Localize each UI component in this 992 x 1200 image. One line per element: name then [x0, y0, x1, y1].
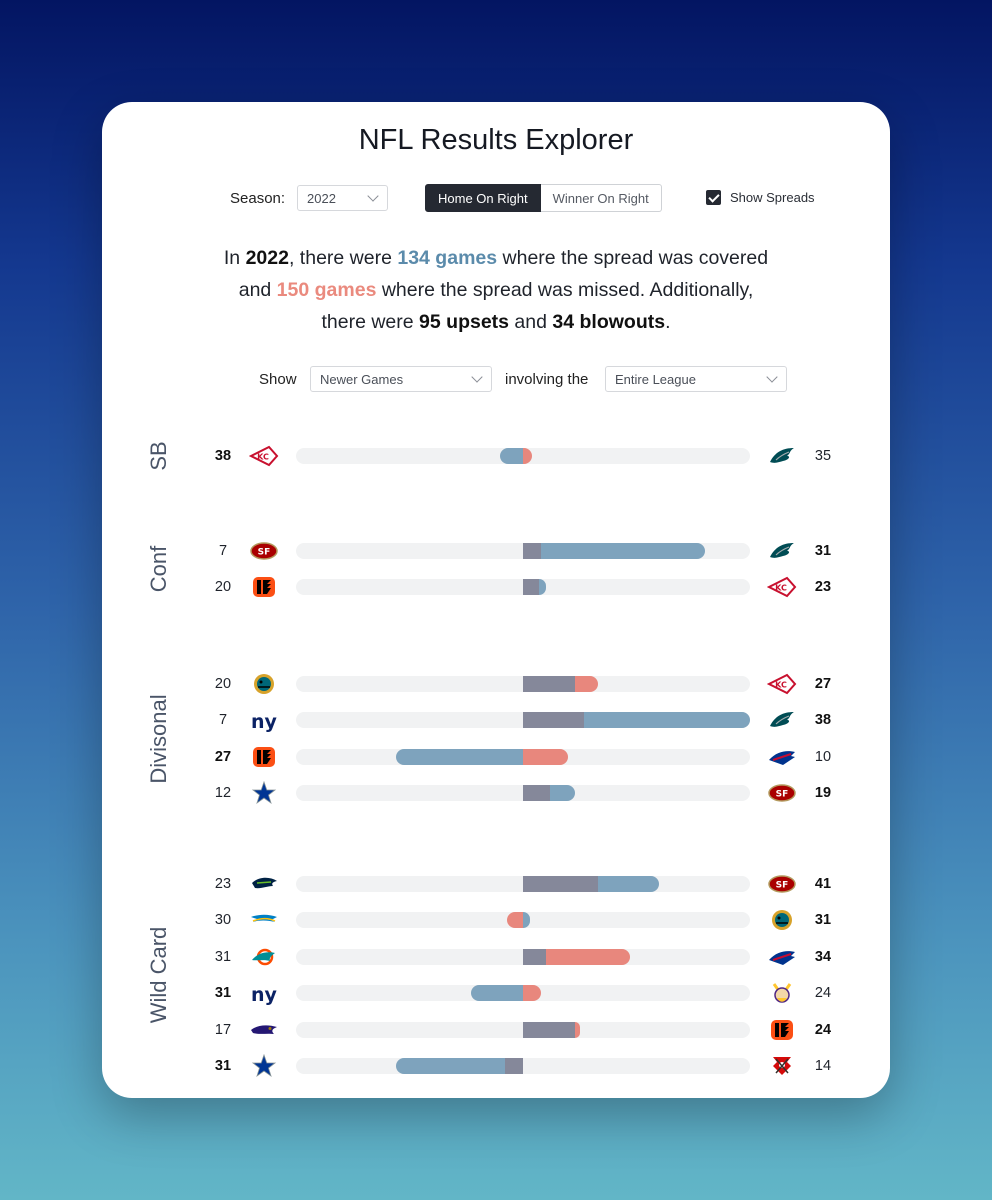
away-score: 27 — [214, 748, 232, 765]
team-filter-value: Entire League — [615, 372, 696, 387]
show-spreads-label: Show Spreads — [730, 190, 815, 205]
49ers-logo-icon — [767, 781, 797, 805]
home-score: 41 — [814, 876, 832, 892]
away-score: 12 — [214, 785, 232, 802]
chiefs-logo-icon — [767, 575, 797, 599]
jaguars-logo-icon — [767, 908, 797, 932]
summary-part: where the spread was covered — [497, 247, 769, 269]
round-label: SB — [146, 441, 171, 471]
summary-part: In — [223, 247, 246, 269]
involving-label: involving the — [505, 371, 589, 388]
missed-count: 150 games — [276, 279, 377, 301]
results-chart — [102, 102, 890, 1098]
away-score: 7 — [218, 712, 228, 729]
spread-segment — [523, 712, 584, 728]
away-score: 20 — [214, 676, 232, 692]
eagles-logo-icon — [767, 708, 797, 732]
bills-logo-icon — [767, 945, 797, 969]
margin-segment — [550, 785, 575, 801]
buccaneers-logo-icon — [767, 1054, 797, 1078]
home-score: 38 — [814, 712, 832, 729]
winner-on-right-button[interactable]: Winner On Right — [541, 184, 662, 212]
margin-segment — [541, 543, 704, 559]
summary-year: 2022 — [245, 247, 289, 269]
svg-text:KC: KC — [257, 452, 269, 462]
round-label: Wild Card — [146, 926, 171, 1024]
home-score: 31 — [814, 912, 832, 929]
home-score: 34 — [814, 948, 832, 965]
result-bar-track — [296, 949, 750, 965]
result-bar-track — [296, 543, 750, 559]
chiefs-logo-icon — [249, 444, 279, 468]
spread-segment — [523, 579, 539, 595]
round-label: Divisonal — [146, 693, 171, 784]
away-score: 30 — [214, 912, 232, 929]
dolphins-logo-icon — [249, 945, 279, 969]
away-score: 17 — [214, 1021, 232, 1038]
margin-segment — [523, 912, 530, 928]
spread-segment — [523, 785, 550, 801]
away-score: 31 — [214, 948, 232, 965]
chiefs-logo-icon — [767, 672, 797, 696]
summary-part: , there were — [288, 247, 398, 269]
home-on-right-button[interactable]: Home On Right — [425, 184, 541, 212]
margin-segment — [598, 876, 659, 892]
margin-segment — [396, 1058, 505, 1074]
svg-text:SF: SF — [775, 789, 789, 800]
margin-segment — [507, 912, 523, 928]
bills-logo-icon — [767, 745, 797, 769]
away-score: 38 — [214, 448, 232, 464]
bengals-logo-icon — [249, 745, 279, 769]
svg-text:ny: ny — [251, 984, 277, 1006]
result-bar-track — [296, 712, 750, 728]
away-score: 31 — [214, 985, 232, 1002]
bengals-logo-icon — [249, 575, 279, 599]
upsets-count: 95 upsets — [419, 311, 510, 333]
spread-segment — [505, 1058, 523, 1074]
summary-part: and — [238, 279, 277, 301]
summary-part: . — [665, 311, 671, 333]
margin-segment — [523, 985, 541, 1001]
away-score: 7 — [218, 543, 228, 559]
show-label: Show — [259, 371, 297, 388]
away-score: 23 — [214, 876, 232, 892]
margin-segment — [396, 749, 523, 765]
summary-part: there were — [321, 311, 420, 333]
home-score: 35 — [814, 448, 832, 464]
page-title: NFL Results Explorer — [358, 124, 634, 156]
svg-text:ny: ny — [251, 711, 277, 733]
home-score: 23 — [814, 579, 832, 596]
blowouts-count: 34 blowouts — [552, 311, 666, 333]
result-bar-track — [296, 579, 750, 595]
spread-segment — [523, 949, 546, 965]
summary-part: and — [509, 311, 553, 333]
margin-segment — [584, 712, 750, 728]
result-bar-track — [296, 676, 750, 692]
home-score: 19 — [814, 785, 832, 802]
margin-segment — [539, 579, 546, 595]
svg-text:SF: SF — [257, 547, 271, 558]
margin-segment — [575, 676, 598, 692]
svg-text:SF: SF — [775, 880, 789, 891]
svg-text:KC: KC — [775, 680, 787, 690]
giants-logo-icon — [249, 708, 279, 732]
eagles-logo-icon — [767, 539, 797, 563]
margin-segment — [500, 448, 523, 464]
eagles-logo-icon — [767, 444, 797, 468]
covered-count: 134 games — [397, 247, 498, 269]
round-label: Conf — [146, 545, 171, 593]
margin-segment — [523, 749, 568, 765]
home-score: 24 — [814, 1021, 832, 1038]
result-bar-track — [296, 1058, 750, 1074]
home-score: 14 — [814, 1058, 832, 1074]
season-select-value: 2022 — [307, 191, 336, 206]
away-score: 31 — [214, 1058, 232, 1074]
away-score: 20 — [214, 579, 232, 596]
margin-segment — [575, 1022, 580, 1038]
spread-segment — [523, 676, 575, 692]
vikings-logo-icon — [767, 981, 797, 1005]
spread-segment — [523, 543, 541, 559]
home-score: 31 — [814, 543, 832, 559]
bengals-logo-icon — [767, 1018, 797, 1042]
cowboys-logo-icon — [249, 781, 279, 805]
result-bar-track — [296, 749, 750, 765]
svg-text:KC: KC — [775, 583, 787, 593]
season-label: Season: — [230, 190, 286, 207]
margin-segment — [523, 448, 532, 464]
home-score: 27 — [814, 676, 832, 692]
games-filter-value: Newer Games — [320, 372, 404, 387]
result-bar-track — [296, 912, 750, 928]
margin-segment — [546, 949, 630, 965]
margin-segment — [471, 985, 523, 1001]
49ers-logo-icon — [767, 872, 797, 896]
jaguars-logo-icon — [249, 672, 279, 696]
result-bar-track — [296, 876, 750, 892]
chargers-logo-icon — [249, 908, 279, 932]
explorer-card — [102, 102, 890, 1098]
result-bar-track — [296, 985, 750, 1001]
seahawks-logo-icon — [249, 872, 279, 896]
result-bar-track — [296, 448, 750, 464]
home-score: 24 — [814, 985, 832, 1002]
49ers-logo-icon — [249, 539, 279, 563]
result-bar-track — [296, 785, 750, 801]
home-score: 10 — [814, 748, 832, 765]
summary-part: where the spread was missed. Additionally, — [376, 279, 754, 301]
spread-segment — [523, 1022, 575, 1038]
result-bar-track — [296, 1022, 750, 1038]
ravens-logo-icon — [249, 1018, 279, 1042]
giants-logo-icon — [249, 981, 279, 1005]
cowboys-logo-icon — [249, 1054, 279, 1078]
spread-segment — [523, 876, 598, 892]
